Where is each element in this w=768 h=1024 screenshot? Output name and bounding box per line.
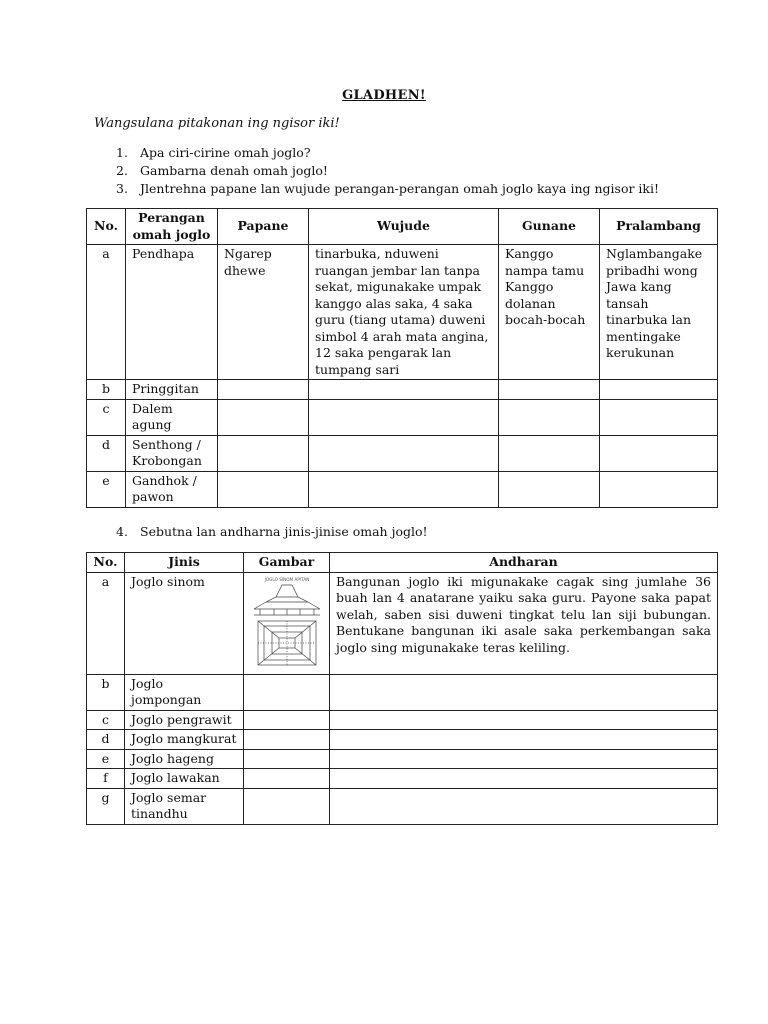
row-jinis: Joglo hageng xyxy=(125,749,244,769)
row-jinis: Joglo lawakan xyxy=(125,769,244,789)
row-gambar[interactable] xyxy=(244,730,330,750)
row-wujude: tinarbuka, nduweni ruangan jembar lan tanpa sekat, migunakake umpak kanggo alas saka, 4 saka guru (tiang utama) duweni simbol 4 arah mata angina, 12 saka pengarak lan tumpang sari xyxy=(309,245,499,380)
row-andharan[interactable] xyxy=(330,769,718,789)
row-perangan: Senthong / Krobongan xyxy=(126,435,218,471)
row-no: a xyxy=(87,245,126,380)
row-gunane[interactable] xyxy=(499,399,600,435)
table-row xyxy=(87,245,718,380)
table-row xyxy=(87,380,718,400)
row-jinis: Joglo semar tinandhu xyxy=(125,788,244,824)
row-jinis: Joglo pengrawit xyxy=(125,710,244,730)
row-jinis: Joglo mangkurat xyxy=(125,730,244,750)
table-row xyxy=(87,749,718,769)
row-no: b xyxy=(87,380,126,400)
row-wujude[interactable] xyxy=(309,435,499,471)
row-papane[interactable] xyxy=(218,380,309,400)
column-header-perangan: Perangan omah joglo xyxy=(126,209,218,245)
column-header-no: No. xyxy=(87,209,126,245)
column-header-papane: Papane xyxy=(218,209,309,245)
row-gunane[interactable] xyxy=(499,471,600,507)
row-wujude[interactable] xyxy=(309,399,499,435)
question-number: 2. xyxy=(116,163,128,178)
row-gunane[interactable] xyxy=(499,435,600,471)
row-no: c xyxy=(87,399,126,435)
question-text: Apa ciri-cirine omah joglo? xyxy=(140,145,311,160)
row-wujude[interactable] xyxy=(309,471,499,507)
row-andharan[interactable] xyxy=(330,788,718,824)
drawing-caption: JOGLO SINOM APITAN xyxy=(264,576,309,582)
column-header-wujude: Wujude xyxy=(309,209,499,245)
column-header-pralambang: Pralambang xyxy=(600,209,718,245)
row-gunane[interactable] xyxy=(499,380,600,400)
row-jinis: Joglo sinom xyxy=(125,572,244,674)
table-row xyxy=(87,788,718,824)
row-pralambang[interactable] xyxy=(600,471,718,507)
row-andharan: Bangunan joglo iki migunakake cagak sing jumlahe 36 buah lan 4 anatarane yaiku saka guru. Payone saka papat welah, saben sisi duweni tingkat telu lan siji bubungan. Bentukane bangunan iki asale saka perkembangan saka joglo sing migunakake teras keliling. xyxy=(330,572,718,674)
joglo-parts-table xyxy=(86,208,718,508)
row-papane[interactable] xyxy=(218,471,309,507)
table-header-row xyxy=(87,209,718,245)
column-header-andharan: Andharan xyxy=(330,553,718,573)
table-row xyxy=(87,730,718,750)
joglo-types-table xyxy=(86,552,718,825)
table-row xyxy=(87,710,718,730)
row-pralambang[interactable] xyxy=(600,399,718,435)
row-gambar[interactable] xyxy=(244,710,330,730)
row-no: d xyxy=(87,730,125,750)
column-header-no: No. xyxy=(87,553,125,573)
row-gambar xyxy=(244,572,330,674)
table-row xyxy=(87,572,718,674)
row-papane: Ngarep dhewe xyxy=(218,245,309,380)
row-andharan[interactable] xyxy=(330,730,718,750)
row-gambar[interactable] xyxy=(244,769,330,789)
row-gambar[interactable] xyxy=(244,674,330,710)
row-papane[interactable] xyxy=(218,399,309,435)
joglo-sinom-drawing xyxy=(250,575,324,669)
row-gambar[interactable] xyxy=(244,749,330,769)
instruction-text: Wangsulana pitakonan ing ngisor iki! xyxy=(94,116,340,131)
roof-elevation-drawing xyxy=(254,585,320,615)
row-perangan: Gandhok / pawon xyxy=(126,471,218,507)
question-item xyxy=(116,162,659,180)
row-andharan[interactable] xyxy=(330,674,718,710)
row-perangan: Pendhapa xyxy=(126,245,218,380)
table-row xyxy=(87,769,718,789)
row-no: d xyxy=(87,435,126,471)
question-number: 3. xyxy=(116,181,128,196)
page-title: GLADHEN! xyxy=(342,88,426,103)
column-header-gunane: Gunane xyxy=(499,209,600,245)
row-no: e xyxy=(87,471,126,507)
row-no: a xyxy=(87,572,125,674)
question-text: Gambarna denah omah joglo! xyxy=(140,163,328,178)
row-pralambang[interactable] xyxy=(600,435,718,471)
table-row xyxy=(87,399,718,435)
row-jinis: Joglo jompongan xyxy=(125,674,244,710)
row-andharan[interactable] xyxy=(330,710,718,730)
table-row xyxy=(87,435,718,471)
question-list xyxy=(116,144,659,198)
row-papane[interactable] xyxy=(218,435,309,471)
column-header-jinis: Jinis xyxy=(125,553,244,573)
table-header-row xyxy=(87,553,718,573)
question-item xyxy=(116,180,659,198)
row-gambar[interactable] xyxy=(244,788,330,824)
row-no: g xyxy=(87,788,125,824)
table-row xyxy=(87,674,718,710)
row-no: c xyxy=(87,710,125,730)
row-andharan[interactable] xyxy=(330,749,718,769)
floor-plan-drawing xyxy=(258,621,316,665)
question-item xyxy=(116,524,428,539)
row-perangan: Pringgitan xyxy=(126,380,218,400)
row-gunane: Kanggo nampa tamu Kanggo dolanan bocah-bocah xyxy=(499,245,600,380)
question-item xyxy=(116,144,659,162)
row-no: b xyxy=(87,674,125,710)
row-no: f xyxy=(87,769,125,789)
table-row xyxy=(87,471,718,507)
question-number: 1. xyxy=(116,145,128,160)
row-no: e xyxy=(87,749,125,769)
column-header-gambar: Gambar xyxy=(244,553,330,573)
question-number: 4. xyxy=(116,524,128,539)
row-wujude[interactable] xyxy=(309,380,499,400)
question-text: Jlentrehna papane lan wujude perangan-perangan omah joglo kaya ing ngisor iki! xyxy=(140,181,660,196)
row-pralambang: Nglambangake pribadhi wong Jawa kang tansah tinarbuka lan mentingake kerukunan xyxy=(600,245,718,380)
row-pralambang[interactable] xyxy=(600,380,718,400)
row-perangan: Dalem agung xyxy=(126,399,218,435)
question-text: Sebutna lan andharna jinis-jinise omah joglo! xyxy=(140,524,428,539)
